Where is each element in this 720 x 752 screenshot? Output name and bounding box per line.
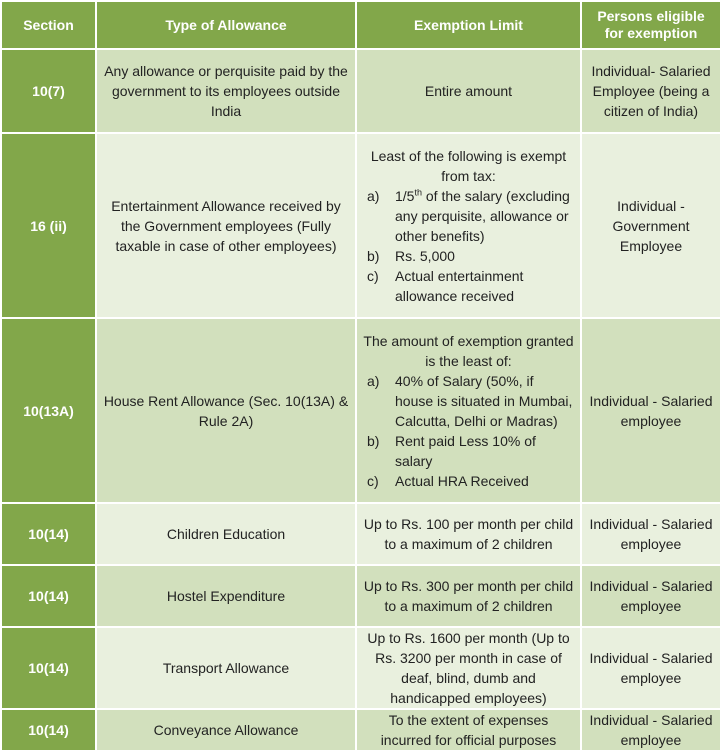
allowance-type-cell: House Rent Allowance (Sec. 10(13A) & Rule 2A) — [96, 318, 356, 503]
exemption-intro: Least of the following is exempt from tax: — [370, 147, 567, 184]
section-cell: 10(13A) — [1, 318, 96, 503]
list-marker: c) — [367, 472, 379, 489]
list-marker: c) — [367, 267, 379, 284]
list-text: Actual HRA Received — [395, 472, 529, 489]
list-marker: b) — [367, 432, 380, 449]
list-text: Rs. 5,000 — [395, 247, 455, 264]
persons-eligible-cell: Individual - Salaried employee — [581, 627, 720, 709]
list-item — [363, 431, 574, 471]
allowance-type-cell: Transport Allowance — [96, 627, 356, 709]
list-marker: a) — [367, 187, 380, 204]
header-section: Section — [1, 1, 96, 49]
exemption-limit-cell: Up to Rs. 1600 per month (Up to Rs. 3200 per month in case of deaf, blind, dumb and handicapped employees) — [356, 627, 581, 709]
allowance-type-cell: Entertainment Allowance received by the Government employees (Fully taxable in case of other employees) — [96, 133, 356, 318]
persons-eligible-cell: Individual- Salaried Employee (being a citizen of India) — [581, 49, 720, 133]
section-cell: 10(7) — [1, 49, 96, 133]
persons-eligible-cell: Individual - Salaried employee — [581, 318, 720, 503]
table-row — [1, 133, 720, 318]
section-cell: 10(14) — [1, 565, 96, 627]
persons-eligible-cell: Individual - Salaried employee — [581, 503, 720, 565]
exemption-list — [363, 371, 574, 491]
exemption-intro: The amount of exemption granted is the least of: — [363, 332, 574, 369]
table-row — [1, 318, 720, 503]
list-item — [363, 371, 574, 431]
list-text: Actual entertainment allowance received — [395, 267, 524, 304]
exemption-list — [363, 186, 574, 306]
table-row — [1, 627, 720, 709]
allowance-type-cell: Hostel Expenditure — [96, 565, 356, 627]
section-cell: 10(14) — [1, 503, 96, 565]
allowance-type-cell: Any allowance or perquisite paid by the government to its employees outside India — [96, 49, 356, 133]
exemption-limit-cell: Entire amount — [356, 49, 581, 133]
section-cell: 16 (ii) — [1, 133, 96, 318]
persons-eligible-cell: Individual - Salaried employee — [581, 565, 720, 627]
list-item — [363, 471, 574, 491]
list-item — [363, 266, 574, 306]
exemption-limit-cell — [356, 318, 581, 503]
table-row — [1, 709, 720, 751]
table-row — [1, 503, 720, 565]
list-text: 1/5th of the salary (excluding any perquisite, allowance or other benefits) — [395, 186, 570, 244]
exemption-limit-cell — [356, 133, 581, 318]
exemption-limit-cell: Up to Rs. 100 per month per child to a maximum of 2 children — [356, 503, 581, 565]
table-row — [1, 49, 720, 133]
list-item — [363, 246, 574, 266]
list-text: Rent paid Less 10% of salary — [395, 432, 536, 469]
section-cell: 10(14) — [1, 709, 96, 751]
section-cell: 10(14) — [1, 627, 96, 709]
list-marker: b) — [367, 247, 380, 264]
allowance-type-cell: Children Education — [96, 503, 356, 565]
list-text: 40% of Salary (50%, if house is situated in Mumbai, Calcutta, Delhi or Madras) — [395, 372, 573, 429]
exemption-limit-cell: Up to Rs. 300 per month per child to a maximum of 2 children — [356, 565, 581, 627]
persons-eligible-cell: Individual - Salaried employee — [581, 709, 720, 751]
header-exemption-limit: Exemption Limit — [356, 1, 581, 49]
table-row — [1, 565, 720, 627]
exemption-limit-cell: To the extent of expenses incurred for official purposes — [356, 709, 581, 751]
header-persons-eligible: Persons eligible for exemption — [581, 1, 720, 49]
list-item — [363, 186, 574, 246]
header-row — [1, 1, 720, 49]
list-marker: a) — [367, 372, 380, 389]
header-type-of-allowance: Type of Allowance — [96, 1, 356, 49]
persons-eligible-cell: Individual - Government Employee — [581, 133, 720, 318]
allowance-type-cell: Conveyance Allowance — [96, 709, 356, 751]
